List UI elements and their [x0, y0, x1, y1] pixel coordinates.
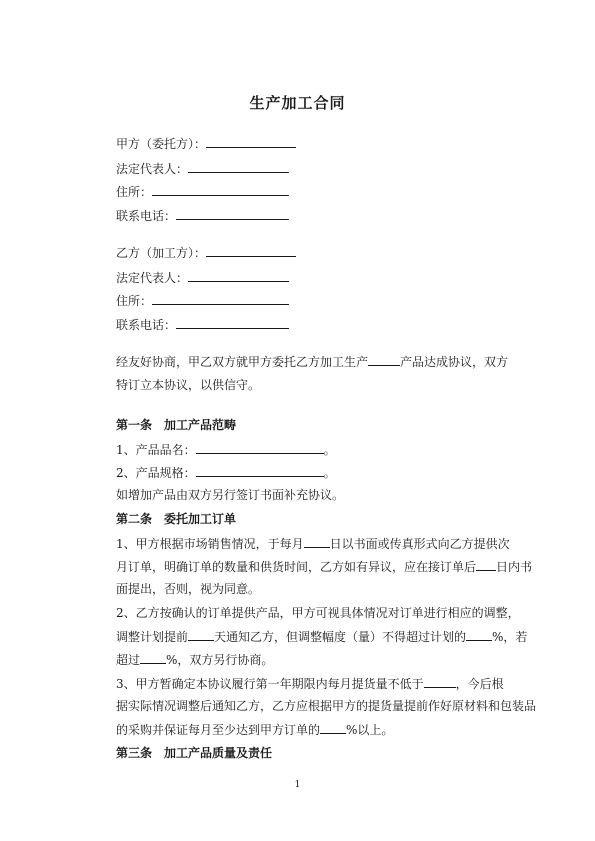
art2-p3-line-3 [116, 722, 393, 737]
text: 的采购并保证每月至少达到甲方订单的 [116, 723, 321, 737]
party-a-rep-label: 法定代表人： [116, 162, 189, 176]
party-b-addr-label: 住所： [116, 294, 153, 308]
art2-p3-line-2: 据实际情况调整后通知乙方，乙方应根据甲方的提货量提前作好原材料和包装品 [116, 699, 537, 713]
product-name-field[interactable] [196, 442, 324, 454]
text: %，双方另行协商。 [166, 653, 274, 667]
contract-title: 生产加工合同 [249, 94, 346, 112]
art2-p1-line-3: 面提出，否则，视为同意。 [116, 582, 261, 596]
art1-item-1 [116, 442, 336, 457]
party-a-phone-label: 联系电话： [116, 209, 177, 223]
party-a-addr-line [116, 184, 289, 199]
intro-text-a: 经友好协商，甲乙双方就甲方委托乙方加工生产 [116, 355, 369, 369]
party-b-rep-label: 法定代表人： [116, 271, 189, 285]
period: 。 [323, 443, 336, 457]
party-b-phone-label: 联系电话： [116, 318, 177, 332]
party-b-name-label: 乙方（加工方）： [116, 246, 207, 260]
product-spec-field[interactable] [196, 465, 324, 477]
text: 超过 [116, 653, 141, 667]
text: ，今后根 [455, 677, 504, 691]
article-3-heading: 第三条 加工产品质量及责任 [116, 746, 273, 760]
article-1-heading: 第一条 加工产品范畴 [116, 418, 237, 432]
party-b-rep-line [116, 270, 289, 285]
party-a-phone-field[interactable] [176, 208, 289, 220]
percent-blank[interactable] [466, 629, 492, 641]
monthly-volume-blank[interactable] [424, 676, 456, 688]
party-a-rep-field[interactable] [188, 161, 289, 173]
party-a-phone-line [116, 208, 289, 223]
text: 调整计划提前 [116, 630, 189, 644]
notice-days-blank[interactable] [188, 629, 214, 641]
art2-p1-line-2 [116, 559, 532, 574]
product-spec-label: 2、产品规格： [116, 466, 196, 480]
party-a-name-field[interactable] [206, 136, 296, 148]
art2-p2-line-3 [116, 652, 273, 667]
text: 日内书 [496, 560, 533, 574]
party-b-name-field[interactable] [206, 245, 296, 257]
party-a-addr-label: 住所： [116, 185, 153, 199]
article-2-heading: 第二条 委托加工订单 [116, 512, 237, 526]
party-b-addr-line [116, 293, 289, 308]
exceed-percent-blank[interactable] [140, 652, 166, 664]
days-blank[interactable] [476, 559, 496, 571]
product-name-label: 1、产品品名： [116, 443, 196, 457]
party-b-phone-field[interactable] [176, 317, 289, 329]
page-number: 1 [294, 780, 301, 790]
art1-note: 如增加产品由双方另行签订书面补充协议。 [116, 488, 345, 502]
text: 3、甲方暂确定本协议履行第一年期限内每月提货量不低于 [116, 677, 424, 691]
party-b-addr-field[interactable] [152, 293, 289, 305]
period: 。 [323, 466, 336, 480]
party-b-phone-line [116, 317, 289, 332]
min-percent-blank[interactable] [320, 722, 346, 734]
art1-item-2 [116, 465, 336, 480]
party-b-name-line [116, 245, 296, 260]
party-b-rep-field[interactable] [188, 270, 289, 282]
party-a-rep-line [116, 161, 289, 176]
art2-p2-line-2 [116, 629, 527, 644]
intro-line-2: 特订立本协议，以供信守。 [116, 378, 261, 392]
art2-p3-line-1 [116, 676, 504, 691]
text: %以上。 [346, 723, 394, 737]
intro-text-b: 产品达成协议，双方 [400, 355, 509, 369]
text: 日以书面或传真形式向乙方提供次 [329, 537, 510, 551]
product-blank[interactable] [368, 354, 400, 366]
text: 天通知乙方，但调整幅度（量）不得超过计划的 [214, 630, 467, 644]
party-a-name-label: 甲方（委托方）： [116, 137, 207, 151]
text: 1、甲方根据市场销售情况，于每月 [116, 537, 304, 551]
party-a-addr-field[interactable] [152, 184, 289, 196]
intro-line-1 [116, 354, 508, 369]
text: %，若 [492, 630, 528, 644]
art2-p1-line-1 [116, 536, 510, 551]
day-blank[interactable] [304, 536, 330, 548]
party-a-name-line [116, 136, 296, 151]
art2-p2-line-1: 2、乙方按确认的订单提供产品，甲方可视具体情况对订单进行相应的调整， [116, 606, 520, 620]
text: 月订单，明确订单的数量和供货时间，乙方如有异议，应在接订单后 [116, 560, 477, 574]
